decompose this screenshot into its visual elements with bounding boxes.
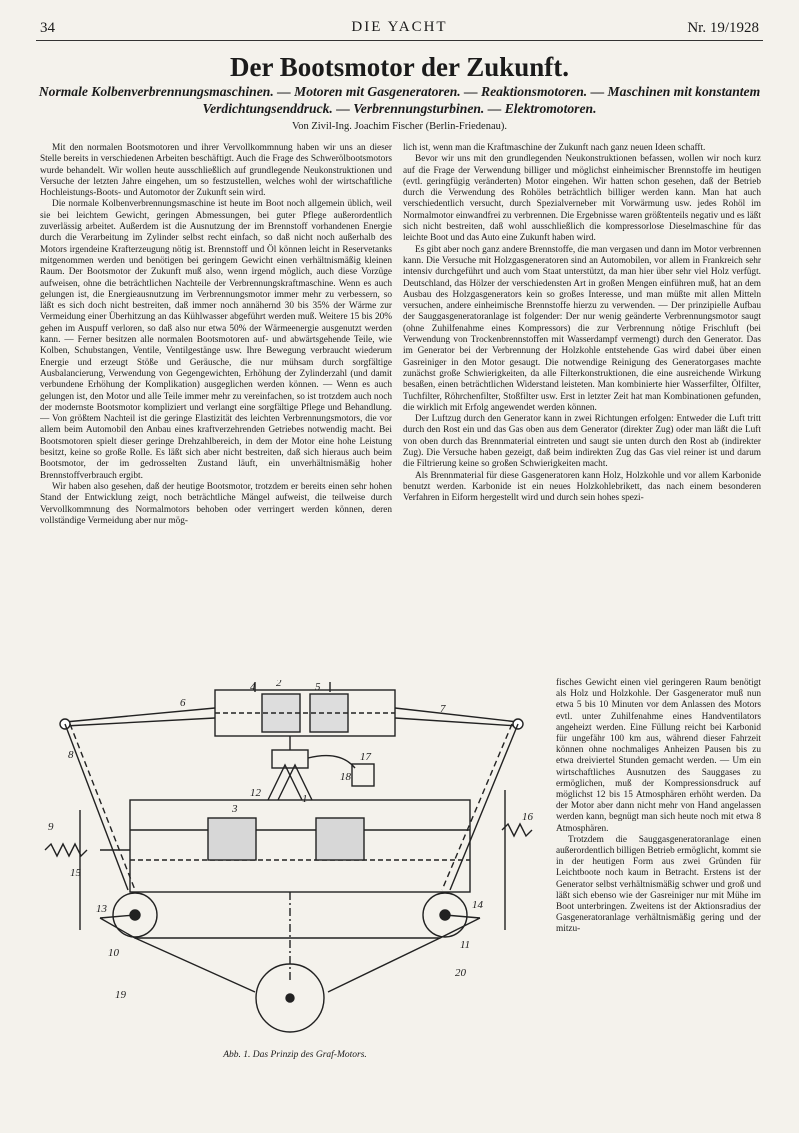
- text-column-right-lower: [556, 678, 761, 1053]
- diagram-label: 6: [180, 697, 186, 709]
- article-byline: Von Zivil-Ing. Joachim Fischer (Berlin-Friedenau).: [291, 121, 507, 132]
- paragraph: Wir haben also gesehen, daß der heutige Bootsmotor, trotzdem er bereits einen sehr hohen Stand der Entwicklung zeigt, noch beträchtliche Mängel aufweist, die teilweise durch Vervollkommnung des Normalmotors behoben oder verringert werden können, deren vollständige Vermeidung aber nur mög-: [40, 481, 392, 526]
- diagram-label: 19: [115, 989, 126, 1001]
- paragraph: Trotzdem die Sauggasgeneratoranlage einen außerordentlich billigen Betrieb ermöglicht, kommt sie in der heutigen Form aus zwei Gründen für Leichtboote noch kaum in Betracht. Erstens ist der Generator selbst verhältnismäßig schwer und groß und läßt sich ebenso wie der Gasreiniger nur mit Mühe im Boot unterbringen. Zweitens ist der Aktionsradius der Gasgeneratoranlage verhältnismäßig gering und der mitzu-: [556, 834, 761, 935]
- diagram-label: 8: [68, 749, 74, 761]
- diagram-label: 14: [472, 899, 483, 911]
- article-subtitle: Normale Kolbenverbrennungsmaschinen. — Motoren mit Gasgeneratoren. — Reaktionsmotoren. — Maschinen mit konstantem Verdichtungsenddruck. — Verbrennungsturbinen. — Elektromotoren.: [38, 84, 761, 116]
- engine-diagram: [40, 680, 550, 1048]
- magazine-name: DIE YACHT: [351, 19, 448, 35]
- paragraph: Bevor wir uns mit den grundlegenden Neukonstruktionen befassen, wollen wir noch kurz auf die Frage der Verwendung billiger und möglichst einheimischer Brennstoffe im heutigen (evtl. geringfügig veränderten) Motor eingehen. Wir hatten schon gesehen, daß der Betrieb durch die Verwendung des Rohöles beträchtlich billiger werden kann. Man hat auch verschiedentlich versucht, durch Spezialverneber mit Vorwärmung usw. jedes Rohöl im Normalmotor einwandfrei zu verbrennen. Die Ergebnisse waren größtenteils negativ und es läßt sich nicht bestreiten, daß wohl ausschließlich die kompressorlose Dieselmaschine für das leichte Boot und das Auto eine Zukunft haben wird.: [403, 154, 761, 244]
- diagram-label: 10: [108, 947, 119, 959]
- paragraph: Die normale Kolbenverbrennungsmaschine ist heute im Boot noch allgemein üblich, weil sie bei leichtem Gewicht, geringen Abmessungen, bei guter Pflege außerordentlich zuverlässig arbeitet. Außerdem ist die Ausnutzung der im Brennstoff vorhandenen Energie durch die Verarbeitung im Zylinder selbst recht einfach, so daß nicht noch außerhalb des Motors irgendeine Krafterzeugung nötig ist. Brennstoff und Öl können leicht in Reservetanks mitgenommen werden und benötigen bei geringem Gewicht einen verhältnismäßig kleinen Raum. Der Bootsmotor der Zukunft muß also, wenn irgend möglich, auch diese Vorzüge aufweisen, ohne die beträchtlichen Nachteile der Verbrennungskraftmaschine. Wenn es auch gelungen ist, die Energieausnutzung im Verbrennungsmotor immer mehr zu verbessern, so läßt es sich doch nicht bestreiten, daß immer noch annähernd 30 bis 35% der Wärme zur Vermeidung einer Überhitzung an das Kühlwasser abgeführt werden muß. Weitere 15 bis 20% gehen im Auspuff verloren, so daß also nur etwa 50% der Wärmeenergie ausgenutzt werden kann. — Ferner besitzen alle normalen Bootsmotoren auf- und abwärtsgehende Teile, wie Kolben, Schubstangen, Ventile, Ventilgestänge usw. Ihre Bewegung verbraucht wiederum Energie und erzeugt Stöße und Geräusche, die nur mühsam durch sorgfältige Ausbalancierung, Verwendung von Gegengewichten, Erhöhung der Zylinderzahl (und damit verbundene Erhöhung der Komplikation) ausgeglichen werden können. — Wenn es auch gelungen ist, den Motor und alle Teile immer mehr zu vereinfachen, so ist trotzdem auch noch der modernste Bootsmotor kompliziert und verlangt eine sorgfältige Pflege und Behandlung. — Von größtem Nachteil ist die geringe Elastizität des leichten Verbrennungsmotors, die vor allem beim Automobil den Anbau eines kraftverzehrenden Getriebes notwendig macht. Bei Bootsmotoren spielt dieser geringe Drehzahlbereich, in dem der Motor eine hohe Leistung besitzt, keine so große Rolle. Es läßt sich aber nicht bestreiten, daß sich hieraus auch beim Bootsmotor, der im gedrosselten Zustand läuft, ein unverhältnismäßig hoher Brennstoffverbrauch ergibt.: [40, 199, 392, 481]
- paragraph: Der Luftzug durch den Generator kann in zwei Richtungen erfolgen: Entweder die Luft tritt durch den Rost ein und das Gas oben aus dem Generator (direkter Zug) oder man läßt die Luft von oben durch das Brennmaterial eintreten und saugt sie unten durch den Rost ab (indirekter Zug). Die Versuche haben gezeigt, daß beim indirekten Zug das Gas viel reiner ist und darum die Filtrierung keine so großen Schwierigkeiten macht.: [403, 414, 761, 470]
- diagram-label: 12: [250, 787, 261, 799]
- diagram-label: 9: [48, 821, 54, 833]
- text-column-left: [40, 143, 392, 675]
- diagram-label: 17: [360, 751, 371, 763]
- diagram-label: 4: [250, 681, 256, 693]
- engine-diagram-drawing: [40, 680, 550, 1048]
- diagram-label: 13: [96, 903, 107, 915]
- diagram-label: 1: [302, 793, 308, 805]
- diagram-label: 20: [455, 967, 466, 979]
- diagram-label: 5: [315, 681, 321, 693]
- running-head: [36, 18, 763, 41]
- figure-caption: Abb. 1. Das Prinzip des Graf-Motors.: [223, 1050, 367, 1060]
- article-title: Der Bootsmotor der Zukunft.: [229, 52, 570, 82]
- diagram-label: 3: [232, 803, 238, 815]
- paragraph: Als Brennmaterial für diese Gasgeneratoren kann Holz, Holzkohle und vor allem Karbonide benutzt werden. Karbonide ist ein neues Holzkohlebrikett, das nach einem besonderen Verfahren in Eiform hergestellt wird und durch sein hohes spezi-: [403, 470, 761, 504]
- issue-number: Nr. 19/1928: [687, 20, 759, 36]
- text-column-right: [403, 143, 761, 675]
- paragraph: fisches Gewicht einen viel geringeren Raum benötigt als Holz und Holzkohle. Der Gasgenerator muß nun etwa 5 bis 10 Minuten vor dem Anlassen des Motors evtl. unter Zuhilfenahme eines Handventilators angeheizt werden. Eine Füllung reicht bei Karbonid für ungefähr 100 km aus, während dieser Fahrzeit können ohne nochmaliges Anheizen Pausen bis zu etwa dreiviertel Stunden gemacht werden. — Um ein wirtschaftliches Ausnutzen des Sauggases zu ermöglichen, muß der Kompressionsdruck auf möglichst 12 bis 15 Atmosphären erhöht werden. Da der Motor aber dann nicht mehr von Hand angelassen werden kann, begnügt man sich heute noch mit etwa 8 Atmosphären.: [556, 678, 761, 834]
- paragraph: Es gibt aber noch ganz andere Brennstoffe, die man vergasen und dann im Motor verbrennen kann. Die Versuche mit Holzgasgeneratoren sind an Automobilen, vor allem in Frankreich sehr intensiv durchgeführt und auch vom Staat unterstützt, da man hier über sehr viel Holz verfügt. Deutschland, das Hölzer der verschiedensten Art in großen Mengen einführen muß, hat an dem Ausbau des Holzgasgenerators kein so großes Interesse, und man müßte mit allen Mitteln versuchen, andere einheimische Brennstoffe hierzu zu verwenden. — Der prinzipielle Aufbau der Sauggasgeneratoranlage ist folgender: Der nur wenig geänderte Verbrennungsmotor saugt (ohne Zuhilfenahme eines Kompressors) die zur Verbrennung nötige Frischluft (bei Verwendung von Trockenbrennstoffen mit Wasserdampf vermengt) durch den Generator. Das im Generator bei der Verbrennung der Holzkohle entstehende Gas wird dabei über einen Gasreiniger in den Motor gesaugt. Die notwendige Reinigung des Generatorgases machte zunächst große Schwierigkeiten, da alle Filterkonstruktionen, die eine ausreichende Wirkung besaßen, einen beträchtlichen Widerstand leisteten. Man kombinierte hier Wasserfilter, Ölfilter, Tuchfilter, Röhrchenfilter, Stoßfilter usw. Erst in letzter Zeit hat man Kombinationen gefunden, die wirklich mit Erfolg angewendet werden können.: [403, 244, 761, 413]
- diagram-label: 16: [522, 811, 533, 823]
- page-number: 34: [40, 20, 55, 36]
- diagram-label: 11: [460, 939, 471, 951]
- paragraph: Mit den normalen Bootsmotoren und ihrer Vervollkommnung haben wir uns an dieser Stelle bereits in verschiedenen Arbeiten beschäftigt. Auch die Frage des Schwerölbootsmotors wurde behandelt. Wir wollen heute ausschließlich auf grundlegende Neukonstruktionen und Versuche der letzten Jahre eingehen, um so festzustellen, welches wohl der wirtschaftliche Hochleistungs-Boots- und Automotor der Zukunft sein wird.: [40, 143, 392, 199]
- diagram-label: 7: [440, 703, 446, 715]
- paragraph: lich ist, wenn man die Kraftmaschine der Zukunft nach ganz neuen Ideen schafft.: [403, 143, 706, 153]
- diagram-label: 15: [70, 867, 81, 879]
- diagram-label: 2: [276, 680, 282, 689]
- diagram-label: 18: [340, 771, 351, 783]
